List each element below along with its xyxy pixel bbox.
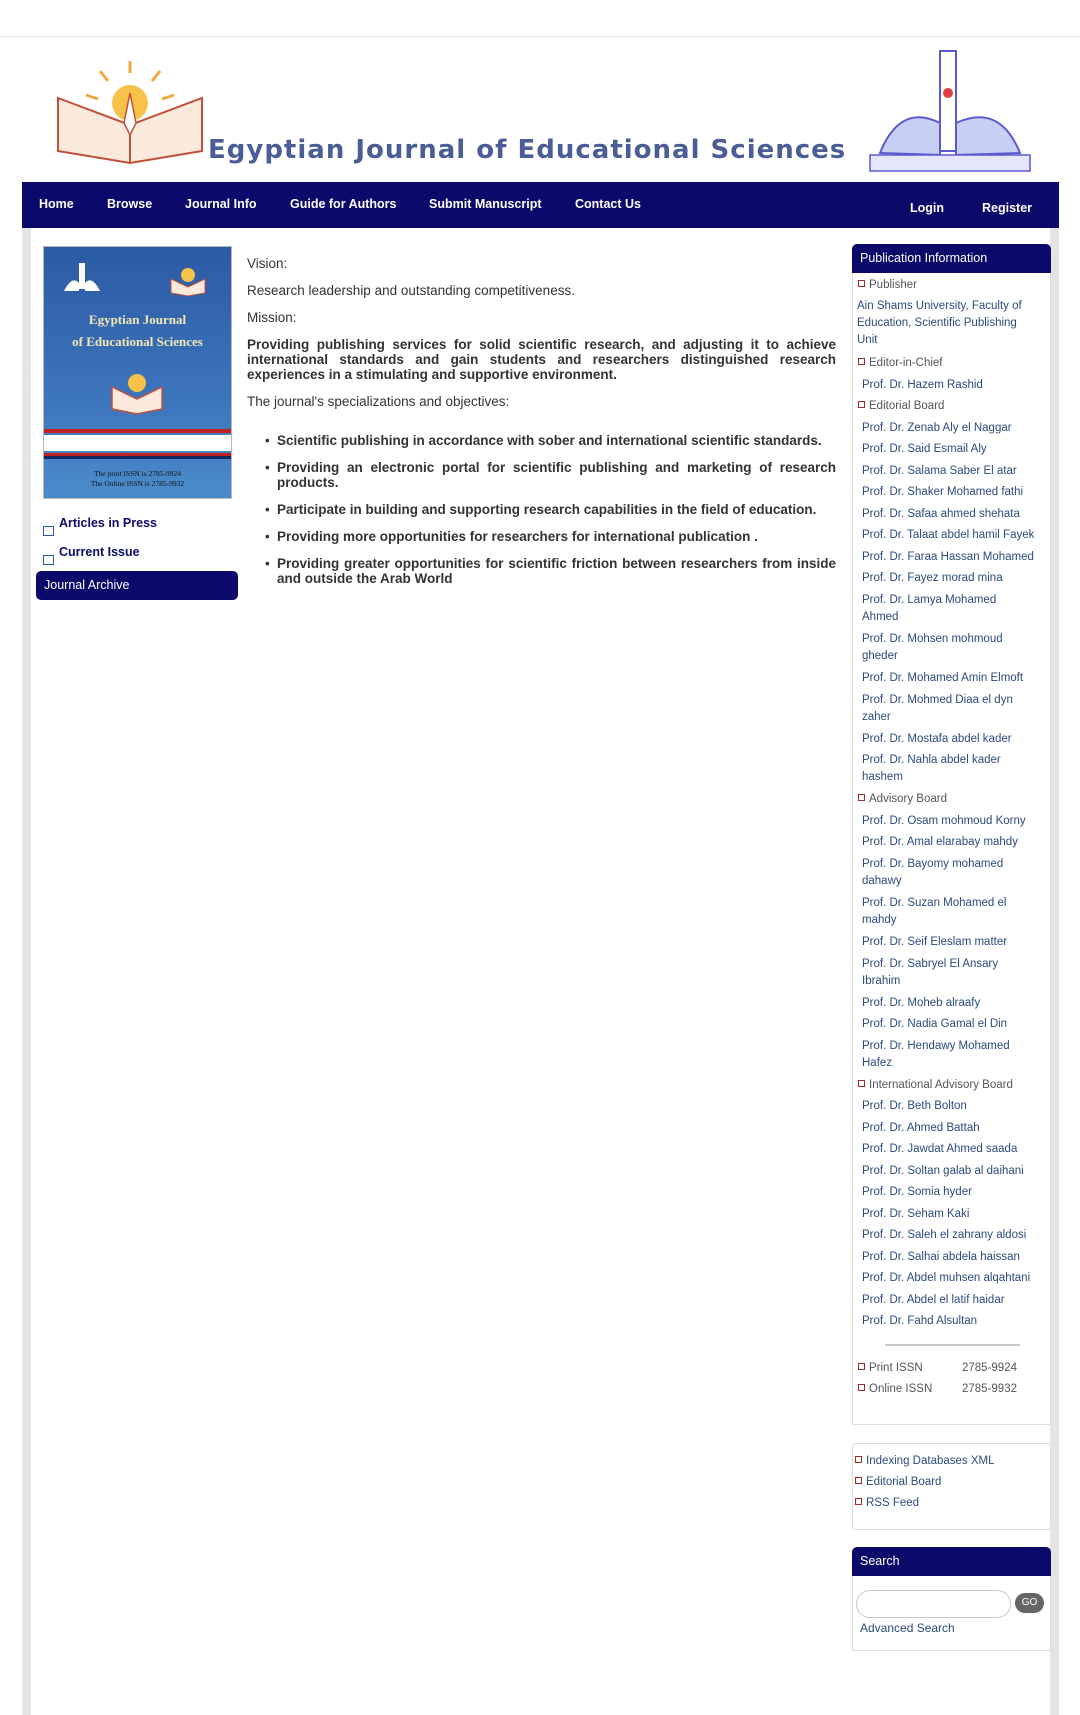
- international-member[interactable]: Prof. Dr. Seham Kaki: [862, 1208, 970, 1220]
- register-link[interactable]: Register: [982, 201, 1033, 215]
- vision-label: Vision:: [247, 256, 288, 271]
- editorial-board-link[interactable]: Editorial Board: [855, 1476, 941, 1488]
- advisory-member[interactable]: Prof. Dr. Nadia Gamal el Din: [862, 1018, 1008, 1030]
- nav-guide-for-authors[interactable]: Guide for Authors: [290, 197, 397, 211]
- advisory-member[interactable]: Prof. Dr. Moheb alraafy: [862, 997, 981, 1009]
- editor-in-chief-name[interactable]: Prof. Dr. Hazem Rashid: [862, 379, 983, 391]
- browser-top-strip: [0, 0, 1080, 37]
- international-member[interactable]: Prof. Dr. Soltan galab al daihani: [862, 1165, 1024, 1177]
- site-title: Egyptian Journal of Educational Sciences: [208, 135, 847, 165]
- editorial-member[interactable]: Prof. Dr. Mostafa abdel kader: [862, 733, 1012, 745]
- advanced-search-link[interactable]: Advanced Search: [860, 1621, 955, 1635]
- editorial-member[interactable]: Prof. Dr. Salama Saber El atar: [862, 465, 1017, 477]
- international-member[interactable]: Prof. Dr. Ahmed Battah: [862, 1122, 980, 1134]
- main-navbar: [22, 182, 1059, 228]
- advisory-member[interactable]: Prof. Dr. Hendawy Mohamed Hafez: [862, 1040, 1010, 1069]
- nav-browse[interactable]: Browse: [107, 197, 153, 211]
- cover-band: [44, 429, 231, 433]
- cover-university-icon: [62, 261, 102, 297]
- editorial-member[interactable]: Prof. Dr. Mohsen mohmoud gheder: [862, 633, 1003, 662]
- editorial-member[interactable]: Prof. Dr. Mohamed Amin Elmoft: [862, 672, 1024, 684]
- list-item: • Participate in building and supporting research capabilities in the field of education.: [277, 502, 836, 517]
- advisory-member[interactable]: Prof. Dr. Osam mohmoud Korny: [862, 815, 1026, 827]
- login-link[interactable]: Login: [910, 201, 945, 215]
- editorial-member[interactable]: Prof. Dr. Nahla abdel kader hashem: [862, 754, 1001, 783]
- current-issue-link[interactable]: Current Issue: [43, 545, 140, 565]
- nav-home[interactable]: Home: [39, 197, 74, 211]
- international-advisory-board-label: International Advisory Board: [858, 1077, 1048, 1094]
- editorial-member[interactable]: Prof. Dr. Mohmed Diaa el dyn zaher: [862, 694, 1013, 723]
- advisory-member[interactable]: Prof. Dr. Seif Eleslam matter: [862, 936, 1008, 948]
- editorial-member[interactable]: Prof. Dr. Safaa ahmed shehata: [862, 508, 1020, 520]
- search-heading: Search: [852, 1547, 1051, 1576]
- indexing-databases-link[interactable]: Indexing Databases XML: [855, 1455, 995, 1467]
- editorial-board-label: Editorial Board: [858, 398, 1048, 415]
- editorial-member[interactable]: Prof. Dr. Shaker Mohamed fathi: [862, 486, 1024, 498]
- nav-journal-info[interactable]: Journal Info: [185, 197, 257, 211]
- advisory-member[interactable]: Prof. Dr. Amal elarabay mahdy: [862, 836, 1018, 848]
- advisory-member[interactable]: Prof. Dr. Sabryel El Ansary Ibrahim: [862, 958, 999, 987]
- cover-band: [44, 456, 231, 459]
- rss-feed-link[interactable]: RSS Feed: [855, 1497, 919, 1509]
- international-member[interactable]: Prof. Dr. Abdel muhsen alqahtani: [862, 1272, 1031, 1284]
- international-member[interactable]: Prof. Dr. Salhai abdela haissan: [862, 1251, 1020, 1263]
- online-issn-value: 2785-9932: [962, 1383, 1017, 1395]
- cover-issn: The print ISSN is 2785-9924 The Online ISSN is 2785-9932: [90, 469, 185, 488]
- international-member[interactable]: Prof. Dr. Beth Bolton: [862, 1100, 967, 1112]
- nav-submit-manuscript[interactable]: Submit Manuscript: [429, 197, 542, 211]
- search-input[interactable]: [856, 1590, 1011, 1618]
- cover-title: Egyptian Journal of Educational Sciences: [72, 312, 203, 349]
- publisher-label: Publisher: [858, 277, 1048, 294]
- advisory-member[interactable]: Prof. Dr. Suzan Mohamed el mahdy: [862, 897, 1007, 926]
- editorial-member[interactable]: Prof. Dr. Talaat abdel hamil Fayek: [862, 529, 1035, 541]
- page-frame-left: [22, 228, 31, 1715]
- print-issn-label: Print ISSN: [858, 1360, 958, 1377]
- list-item: • Providing an electronic portal for scientific publishing and marketing of research products.: [277, 460, 836, 490]
- international-member[interactable]: Prof. Dr. Saleh el zahrany aldosi: [862, 1229, 1027, 1241]
- editor-in-chief-label: Editor-in-Chief: [858, 355, 1048, 372]
- journal-cover-image[interactable]: [43, 246, 232, 499]
- articles-in-press-link[interactable]: Articles in Press: [43, 516, 157, 536]
- list-item: • Providing more opportunities for researchers for international publication .: [277, 529, 836, 544]
- nav-contact-us[interactable]: Contact Us: [575, 197, 641, 211]
- international-member[interactable]: Prof. Dr. Fahd Alsultan: [862, 1315, 978, 1327]
- publishing-unit-logo: [50, 43, 210, 178]
- divider: [885, 1344, 1020, 1346]
- cover-publishing-icon: [168, 259, 208, 297]
- mission-text: Providing publishing services for solid scientific research, and adjusting it to achieve international standards and gain students and researchers distinguished research experiences in a stimulating and supportive environment.: [247, 337, 836, 382]
- editorial-member[interactable]: Prof. Dr. Zenab Aly el Naggar: [862, 422, 1012, 434]
- international-member[interactable]: Prof. Dr. Somia hyder: [862, 1186, 972, 1198]
- search-go-button[interactable]: GO: [1015, 1593, 1044, 1613]
- journal-archive-button[interactable]: Journal Archive: [36, 571, 238, 600]
- publisher-name[interactable]: Ain Shams University, Faculty of Education, Scientific Publishing Unit: [857, 300, 1022, 346]
- list-item: • Providing greater opportunities for scientific friction between researchers from inside and outside the Arab World: [277, 556, 836, 586]
- objectives-label: The journal's specializations and objectives:: [247, 394, 510, 409]
- print-issn-value: 2785-9924: [962, 1362, 1017, 1374]
- editorial-member[interactable]: Prof. Dr. Lamya Mohamed Ahmed: [862, 594, 997, 623]
- editorial-member[interactable]: Prof. Dr. Fayez morad mina: [862, 572, 1003, 584]
- cover-band: [44, 435, 231, 451]
- editorial-member[interactable]: Prof. Dr. Said Esmail Aly: [862, 443, 987, 455]
- international-member[interactable]: Prof. Dr. Abdel el latif haidar: [862, 1294, 1005, 1306]
- list-item: • Scientific publishing in accordance with sober and international scientific standards.: [277, 433, 836, 448]
- online-issn-label: Online ISSN: [858, 1381, 958, 1398]
- site-header: [22, 37, 1059, 182]
- advisory-member[interactable]: Prof. Dr. Bayomy mohamed dahawy: [862, 858, 1004, 887]
- publication-info-heading: Publication Information: [852, 244, 1051, 273]
- ain-shams-university-logo: [860, 43, 1040, 178]
- document-icon: [43, 555, 54, 565]
- editorial-member[interactable]: Prof. Dr. Faraa Hassan Mohamed: [862, 551, 1034, 563]
- vision-text: Research leadership and outstanding competitiveness.: [247, 283, 575, 298]
- cover-book-icon: [109, 365, 165, 415]
- mission-label: Mission:: [247, 310, 297, 325]
- international-member[interactable]: Prof. Dr. Jawdat Ahmed saada: [862, 1143, 1018, 1155]
- document-icon: [43, 526, 54, 536]
- page-frame-right: [1050, 228, 1059, 1715]
- advisory-board-label: Advisory Board: [858, 791, 1048, 808]
